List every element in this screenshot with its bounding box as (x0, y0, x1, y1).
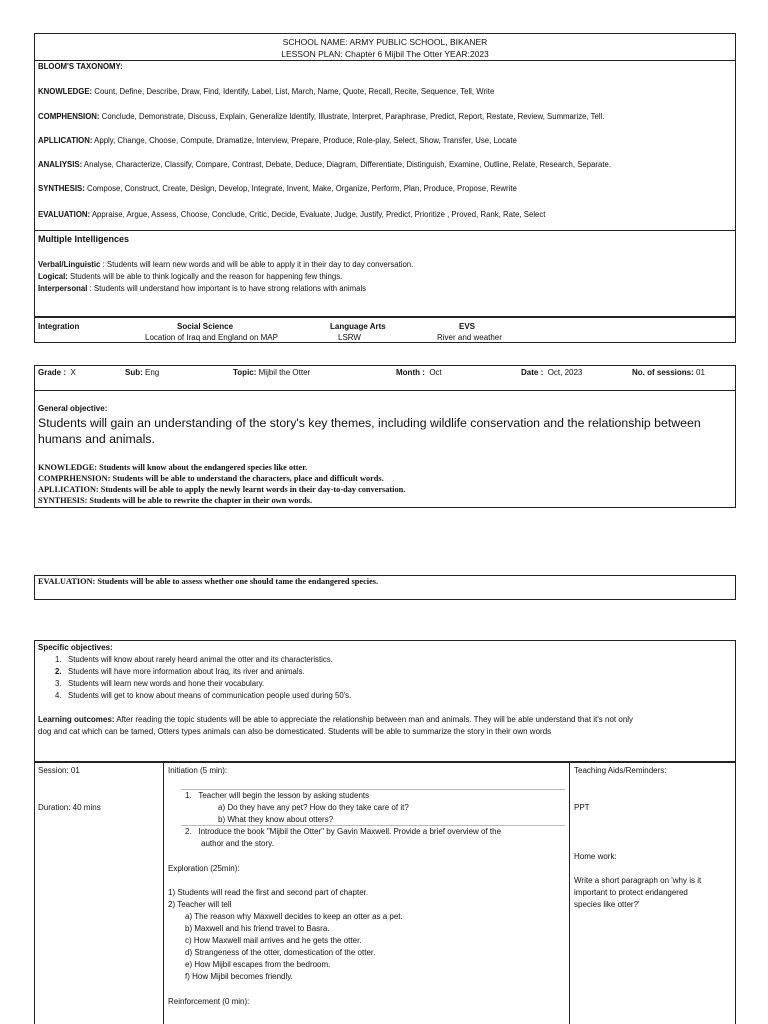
learning-outcomes-1: Learning outcomes: After reading the topic students will be able to appreciate the relationship between man and animals. They will be able understand that it's not only (38, 715, 634, 724)
specific-objective-item: 4. Students will get to know about means of communication people used during 50's. (55, 691, 352, 700)
exploration-step-2: 2) Teacher will tell (168, 900, 232, 909)
specific-objectives-title: Specific objectives: (38, 643, 113, 652)
initiation-step-1a: a) Do they have any pet? How do they take care of it? (218, 803, 409, 812)
homework-title: Home work: (574, 852, 617, 861)
general-synthesis: SYNTHESIS: Students will be able to rewrite the chapter in their own words. (38, 496, 313, 505)
blooms-synthesis: SYNTHESIS: Compose, Construct, Create, Design, Develop, Integrate, Invent, Make, Organize, Perform, Plan, Produce, Propose, Rewrite (38, 184, 517, 193)
sessions-field: No. of sessions: 01 (632, 368, 705, 377)
integration-language-value: LSRW (338, 333, 361, 342)
exploration-heading: Exploration (25min): (168, 864, 240, 873)
general-objective-section (34, 391, 736, 508)
general-objective-label: General objective: (38, 404, 108, 413)
general-objective-text-1: Students will gain an understanding of the story's key themes, including wildlife conservation and the relationship between (38, 416, 701, 430)
learning-outcomes-2: dog and cat which can be tamed, Otters types animals can also be domesticated. Students will be able to summarize the story in their own words (38, 727, 552, 736)
integration-evs-head: EVS (459, 322, 476, 331)
homework-line-1: Write a short paragraph on 'why is it (574, 876, 702, 885)
evaluation-section (34, 575, 736, 600)
specific-objectives-section (34, 640, 736, 762)
general-application: APLLICATION: Students will be able to apply the newly learnt words in their day-to-day conversation. (38, 485, 406, 494)
date-field: Date : Oct, 2023 (521, 368, 583, 377)
school-name: SCHOOL NAME: ARMY PUBLIC SCHOOL, BIKANER (282, 37, 488, 47)
integration-evs-value: River and weather (437, 333, 502, 342)
blooms-comprehension: COMPHENSION: Conclude, Demonstrate, Discuss, Explain, Generalize Identify, Illustrate, Interpret, Paraphrase, Predict, Report, Restate, Review, Summarize, Tell. (38, 112, 605, 121)
exploration-item: f) How Mijbil becomes friendly. (185, 972, 293, 981)
general-objective-text-2: humans and animals. (38, 432, 155, 446)
blooms-evaluation: EVALUATION: Appraise, Argue, Assess, Choose, Conclude, Critic, Decide, Evaluate, Judge, Justify, Predict, Prioritize , Proved, Rank, Rate, Select (38, 210, 546, 219)
initiation-heading: Initiation (5 min): (168, 766, 228, 775)
evaluation-text: EVALUATION: Students will be able to assess whether one should tame the endangered species. (38, 577, 379, 586)
intelligences-title: Multiple Intelligences (38, 234, 130, 244)
integration-language-head: Language Arts (330, 322, 386, 331)
exploration-step-1: 1) Students will read the first and second part of chapter. (168, 888, 369, 897)
homework-line-2: important to protect endangered (574, 888, 688, 897)
integration-title: Integration (38, 322, 80, 331)
teaching-aids-value: PPT (574, 803, 590, 812)
subject-field: Sub: Eng (125, 368, 160, 377)
specific-objective-item: 2. Students will have more information about Iraq, its river and animals. (55, 667, 305, 676)
blooms-knowledge: KNOWLEDGE: Count, Define, Describe, Draw, Find, Identify, Label, List, March, Name, Quote, Recall, Recite, Sequence, Tell, Write (38, 87, 495, 96)
integration-section (34, 317, 736, 343)
initiation-step-1: 1. Teacher will begin the lesson by asking students (185, 791, 370, 800)
initiation-step-2-cont: author and the story. (201, 839, 274, 848)
intelligence-logical: Logical: Students will be able to think logically and the reason for happening few things. (38, 272, 343, 281)
exploration-item: e) How Mijbil escapes from the bedroom. (185, 960, 331, 969)
exploration-item: b) Maxwell and his friend travel to Basra. (185, 924, 330, 933)
exploration-item: a) The reason why Maxwell decides to keep an otter as a pet. (185, 912, 403, 921)
lesson-plan-title: LESSON PLAN: Chapter 6 Mijbil The Otter YEAR:2023 (281, 49, 489, 59)
blooms-analysis: ANALIYSIS: Analyse, Characterize, Classify, Compare, Contrast, Debate, Deduce, Diagram, Differentiate, Distinguish, Examine, Outline, Relate, Research, Separate. (38, 160, 612, 169)
teaching-aids-title: Teaching Aids/Reminders: (574, 766, 667, 775)
integration-social-science-head: Social Science (177, 322, 234, 331)
initiation-step-1b: b) What they know about otters? (218, 815, 334, 824)
initiation-step-2: 2. Introduce the book "Mijbil the Otter" by Gavin Maxwell. Provide a brief overview of the (185, 827, 502, 836)
specific-objective-item: 1. Students will know about rarely heard animal the otter and its characteristics. (55, 655, 333, 664)
month-field: Month : Oct (396, 368, 442, 377)
session-number: Session: 01 (38, 766, 80, 775)
integration-social-science-value: Location of Iraq and England on MAP (145, 333, 278, 342)
header-section (34, 33, 736, 231)
session-table (34, 762, 736, 1024)
general-comprehension: COMPRHENSION: Students will be able to understand the characters, place and difficult words. (38, 474, 384, 483)
general-knowledge: KNOWLEDGE: Students will know about the endangered species like otter. (38, 463, 308, 472)
blooms-title: BLOOM'S TAXONOMY: (38, 62, 123, 71)
exploration-item: c) How Maxwell mail arrives and he gets the otter. (185, 936, 362, 945)
intelligences-section (34, 231, 736, 317)
intelligence-verbal: Verbal/Linguistic : Students will learn new words and will be able to apply it in their day to day conversation. (38, 260, 414, 269)
topic-field: Topic: Mijbil the Otter (233, 368, 311, 377)
exploration-item: d) Strangeness of the otter, domestication of the otter. (185, 948, 376, 957)
intelligence-interpersonal: Interpersonal : Students will understand how important is to have strong relations with animals (38, 284, 367, 293)
specific-objective-item: 3. Students will learn new words and hone their vocabulary. (55, 679, 265, 688)
grade-field: Grade : X (38, 368, 76, 377)
homework-line-3: species like otter?' (574, 900, 640, 909)
reinforcement-heading: Reinforcement (0 min): (168, 997, 250, 1006)
info-row (34, 365, 736, 391)
blooms-application: APLLICATION: Apply, Change, Choose, Compute, Dramatize, Interview, Prepare, Produce, Role-play, Select, Show, Transfer, Use, Locate (38, 136, 517, 145)
session-duration: Duration: 40 mins (38, 803, 101, 812)
